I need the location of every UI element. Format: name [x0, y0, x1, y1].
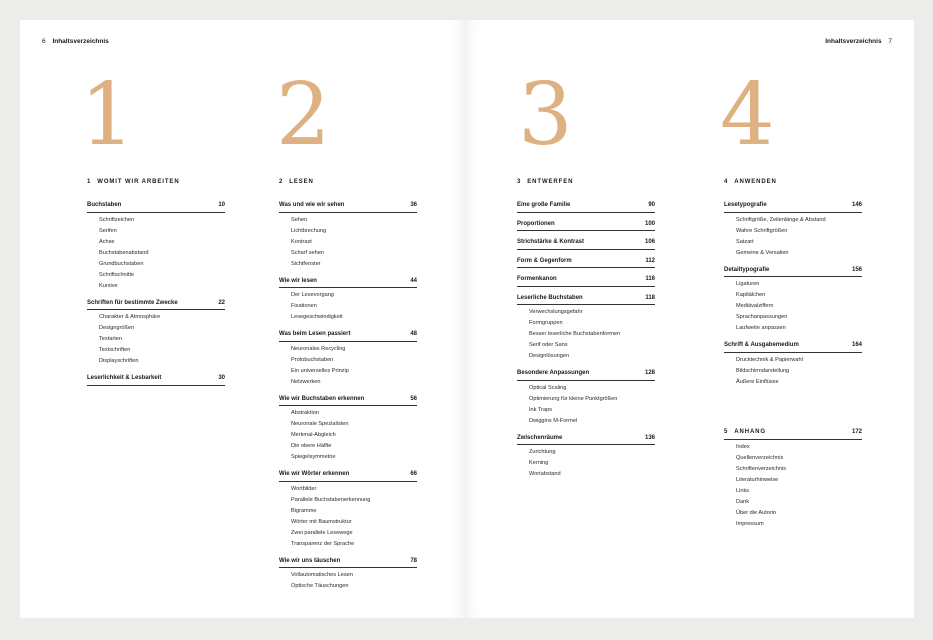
toc-subitem: Textarten: [99, 336, 123, 342]
chapter-4-big-number: 4: [720, 65, 775, 165]
section-title: Strichstärke & Kontrast: [517, 239, 585, 245]
toc-subitem: Schriftzeichen: [99, 216, 135, 223]
toc-subitem: Die obere Hälfte: [291, 443, 332, 449]
section-page: 100: [644, 220, 655, 227]
section-title: Besondere Anpassungen: [517, 370, 590, 376]
section-heading: [517, 220, 655, 232]
toc-subitem: Serifen: [99, 227, 117, 234]
chapter-number: 3: [517, 179, 522, 185]
toc-subitem: Protobuchstaben: [291, 356, 334, 363]
toc-subitem: Wahre Schriftgrößen: [736, 227, 788, 234]
left-page-number: 6: [42, 38, 46, 45]
chapter-title: WOMIT WIR ARBEITEN: [97, 179, 180, 185]
toc-subitem: Scharf sehen: [291, 249, 324, 256]
section-heading: [517, 238, 655, 250]
appendix-item: Index: [736, 443, 750, 450]
appendix-page: 172: [851, 429, 862, 435]
chapter-4: [724, 179, 862, 395]
section-heading: [724, 266, 862, 278]
section-title: Form & Gegenform: [517, 257, 572, 264]
chapter-spacer: [279, 189, 417, 201]
appendix-item: Über die Autorin: [736, 509, 777, 516]
chapter-heading: [279, 179, 417, 189]
section-page: 164: [851, 342, 862, 348]
appendix: [724, 428, 862, 530]
section-heading: [724, 341, 862, 353]
toc-subitem: Besser leserliche Buchstabenformen: [529, 331, 621, 337]
toc-subitem: Äußere Einflüsse: [736, 378, 779, 385]
right-running-head: [825, 38, 892, 45]
section-title: Detailtypografie: [724, 266, 770, 273]
chapter-number: 2: [279, 179, 284, 185]
section-heading: [279, 470, 417, 482]
section-heading: [87, 299, 225, 311]
toc-section: [517, 257, 655, 269]
toc-subitem: Abstraktion: [291, 410, 319, 416]
right-page: [466, 20, 914, 618]
toc-section: [517, 275, 655, 287]
left-page: [20, 20, 466, 618]
toc-section: [279, 470, 417, 550]
section-heading: [279, 395, 417, 407]
toc-subitem: Gemeine & Versalien: [736, 249, 789, 256]
toc-subitem: Schriftschnitte: [99, 271, 135, 278]
right-page-number: 7: [888, 38, 892, 45]
chapter-heading: [87, 179, 225, 189]
toc-subitem: Kursive: [99, 282, 118, 289]
chapter-1: [87, 179, 225, 393]
chapter-3-big-number: 3: [518, 65, 573, 165]
section-title: Lesetypografie: [724, 202, 767, 208]
toc-subitem: Bildschirmdarstellung: [736, 367, 790, 374]
toc-subitem: Ligaturen: [736, 281, 760, 287]
section-title: Leserlichkeit & Lesbarkeit: [87, 375, 162, 381]
appendix-number: 5: [724, 429, 729, 435]
section-title: Wie wir Wörter erkennen: [279, 471, 350, 477]
appendix-item: Dank: [736, 498, 750, 505]
section-page: 118: [645, 294, 655, 301]
toc-subitem: Ink Traps: [529, 406, 553, 413]
toc-subitem: Lichtbrechung: [291, 227, 327, 234]
toc-section: [279, 395, 417, 464]
toc-subitem: Dwiggins M-Formel: [529, 417, 578, 424]
appendix-item: Literaturhinweise: [736, 476, 779, 483]
toc-section: [87, 299, 225, 368]
section-page: 90: [648, 202, 655, 208]
toc-subitem: Grundbuchstaben: [99, 260, 144, 267]
toc-subitem: Netzwerken: [291, 378, 321, 385]
toc-subitem: Wortabstand: [529, 471, 561, 477]
toc-subitem: Serif oder Sans: [529, 342, 568, 348]
toc-subitem: Wörter mit Baumstruktur: [291, 518, 352, 525]
toc-subitem: Sehen: [291, 216, 308, 223]
appendix-head: [724, 428, 862, 440]
chapter-spacer: [724, 189, 862, 201]
section-page: 56: [410, 395, 417, 402]
toc-subitem: Achse: [99, 238, 115, 245]
toc-subitem: Der Lesevorgang: [291, 292, 334, 298]
toc-subitem: Transparenz der Sprache: [291, 540, 355, 547]
chapter-title: LESEN: [289, 179, 314, 185]
toc-subitem: Optical Scaling: [529, 384, 567, 391]
toc-subitem: Optische Täuschungen: [291, 583, 349, 589]
toc-subitem: Laufweite anpassen: [736, 325, 786, 331]
left-running-head: [42, 38, 109, 45]
section-heading: [517, 294, 655, 306]
toc-subitem: Vollautomatisches Lesen: [291, 572, 353, 578]
section-title: Was und wie wir sehen: [279, 202, 345, 208]
section-page: 116: [645, 276, 655, 282]
toc-section: [279, 201, 417, 270]
toc-section: [87, 374, 225, 386]
toc-section: [517, 369, 655, 427]
toc-subitem: Charakter & Atmosphäre: [99, 314, 161, 320]
toc-subitem: Kerning: [529, 460, 549, 466]
toc-subitem: Fixationen: [291, 303, 317, 309]
toc-section: [279, 557, 417, 593]
toc-section: [724, 341, 862, 388]
toc-subitem: Ein universelles Prinzip: [291, 367, 349, 374]
section-page: 10: [218, 202, 225, 208]
appendix-title: ANHANG: [734, 429, 766, 435]
section-title: Zwischenräume: [517, 434, 563, 441]
section-heading: [517, 369, 655, 381]
section-heading: [517, 275, 655, 287]
toc-section: [517, 434, 655, 481]
section-heading: [279, 277, 417, 289]
section-page: 30: [218, 375, 225, 381]
chapter-spacer: [517, 189, 655, 201]
left-running-title: Inhaltsverzeichnis: [52, 38, 109, 45]
toc-subitem: Lesegeschwindigkeit: [291, 314, 343, 320]
appendix-item: Schriftenverzeichnis: [736, 465, 787, 472]
toc-section: [279, 330, 417, 388]
toc-section: [517, 201, 655, 213]
appendix-item: Impressum: [736, 520, 764, 527]
toc-subitem: Sichtfenster: [291, 260, 321, 267]
toc-subitem: Kapitälchen: [736, 292, 766, 298]
section-title: Leserliche Buchstaben: [517, 294, 583, 301]
section-title: Schrift & Ausgabemedium: [724, 342, 799, 348]
section-page: 48: [410, 331, 417, 337]
toc-subitem: Designgrößen: [99, 325, 135, 331]
section-heading: [279, 330, 417, 342]
chapter-1-big-number: 1: [80, 65, 135, 165]
toc-subitem: Optimierung für kleine Punktgrößen: [529, 395, 618, 402]
section-title: Wie wir lesen: [279, 277, 317, 284]
section-page: 106: [644, 239, 655, 245]
toc-subitem: Wortbilder: [291, 485, 317, 492]
section-heading: [87, 374, 225, 386]
section-heading: [517, 201, 655, 213]
toc-subitem: Designlösungen: [529, 353, 570, 359]
chapter-title: ANWENDEN: [734, 179, 777, 185]
section-heading: [517, 257, 655, 269]
section-page: 66: [410, 471, 417, 477]
right-running-title: Inhaltsverzeichnis: [825, 38, 882, 45]
toc-section: [724, 266, 862, 335]
section-page: 156: [851, 266, 862, 273]
section-title: Buchstaben: [87, 202, 122, 208]
chapter-heading: [724, 179, 862, 189]
section-heading: [87, 201, 225, 213]
section-page: 112: [645, 257, 655, 264]
appendix-items: [724, 442, 862, 530]
toc-subitem: Zwei parallele Lesewege: [291, 529, 353, 536]
toc-subitem: Neuronales Recycling: [291, 345, 346, 352]
section-title: Eine große Familie: [517, 202, 571, 208]
toc-section: [279, 277, 417, 324]
chapter-number: 4: [724, 179, 729, 185]
toc-section: [724, 201, 862, 259]
toc-subitem: Drucktechnik & Papierwahl: [736, 356, 803, 363]
section-page: 22: [218, 299, 225, 306]
toc-subitem: Displayschriften: [99, 358, 139, 364]
section-page: 44: [410, 277, 417, 284]
section-page: 128: [644, 370, 655, 376]
section-title: Formenkanon: [517, 276, 557, 282]
toc-subitem: Merkmal-Abgleich: [291, 432, 336, 438]
toc-subitem: Satzart: [736, 238, 754, 245]
toc-subitem: Bigramme: [291, 507, 317, 514]
toc-section: [517, 220, 655, 232]
toc-subitem: Buchstabenabstand: [99, 249, 149, 256]
section-heading: [517, 434, 655, 446]
section-page: 36: [410, 202, 417, 208]
toc-subitem: Mediävalziffern: [736, 303, 774, 309]
section-title: Wie wir uns täuschen: [279, 557, 341, 564]
toc-subitem: Sprachanpassungen: [736, 314, 788, 320]
section-title: Wie wir Buchstaben erkennen: [279, 395, 365, 402]
chapter-title: ENTWERFEN: [527, 179, 574, 185]
section-title: Proportionen: [517, 220, 555, 227]
section-title: Was beim Lesen passiert: [279, 331, 351, 337]
section-heading: [724, 201, 862, 213]
toc-subitem: Parallele Buchstabenerkennung: [291, 496, 371, 503]
toc-subitem: Spiegelsymmetrie: [291, 454, 336, 460]
toc-subitem: Formgruppen: [529, 320, 563, 326]
chapter-spacer: [87, 189, 225, 201]
toc-subitem: Zurichtung: [529, 449, 556, 455]
toc-subitem: Kontrast: [291, 238, 312, 245]
toc-subitem: Textschriften: [99, 347, 131, 353]
chapter-heading: [517, 179, 655, 189]
section-page: 78: [410, 557, 417, 564]
section-page: 146: [851, 202, 862, 208]
appendix-item: Links: [736, 487, 750, 494]
section-page: 136: [644, 434, 655, 441]
appendix-item: Quellenverzeichnis: [736, 454, 784, 461]
toc-subitem: Verwechslungsgefahr: [529, 309, 583, 315]
section-heading: [279, 201, 417, 213]
toc-section: [87, 201, 225, 292]
section-title: Schriften für bestimmte Zwecke: [87, 299, 178, 306]
section-heading: [279, 557, 417, 569]
chapter-3: [517, 179, 655, 487]
toc-section: [517, 294, 655, 363]
toc-section: [517, 238, 655, 250]
toc-subitem: Schriftgröße, Zeilenlänge & Abstand: [736, 216, 826, 223]
chapter-number: 1: [87, 179, 92, 185]
toc-subitem: Neuronale Spezialisten: [291, 421, 349, 427]
chapter-2-big-number: 2: [276, 65, 331, 165]
chapter-2: [279, 179, 417, 599]
